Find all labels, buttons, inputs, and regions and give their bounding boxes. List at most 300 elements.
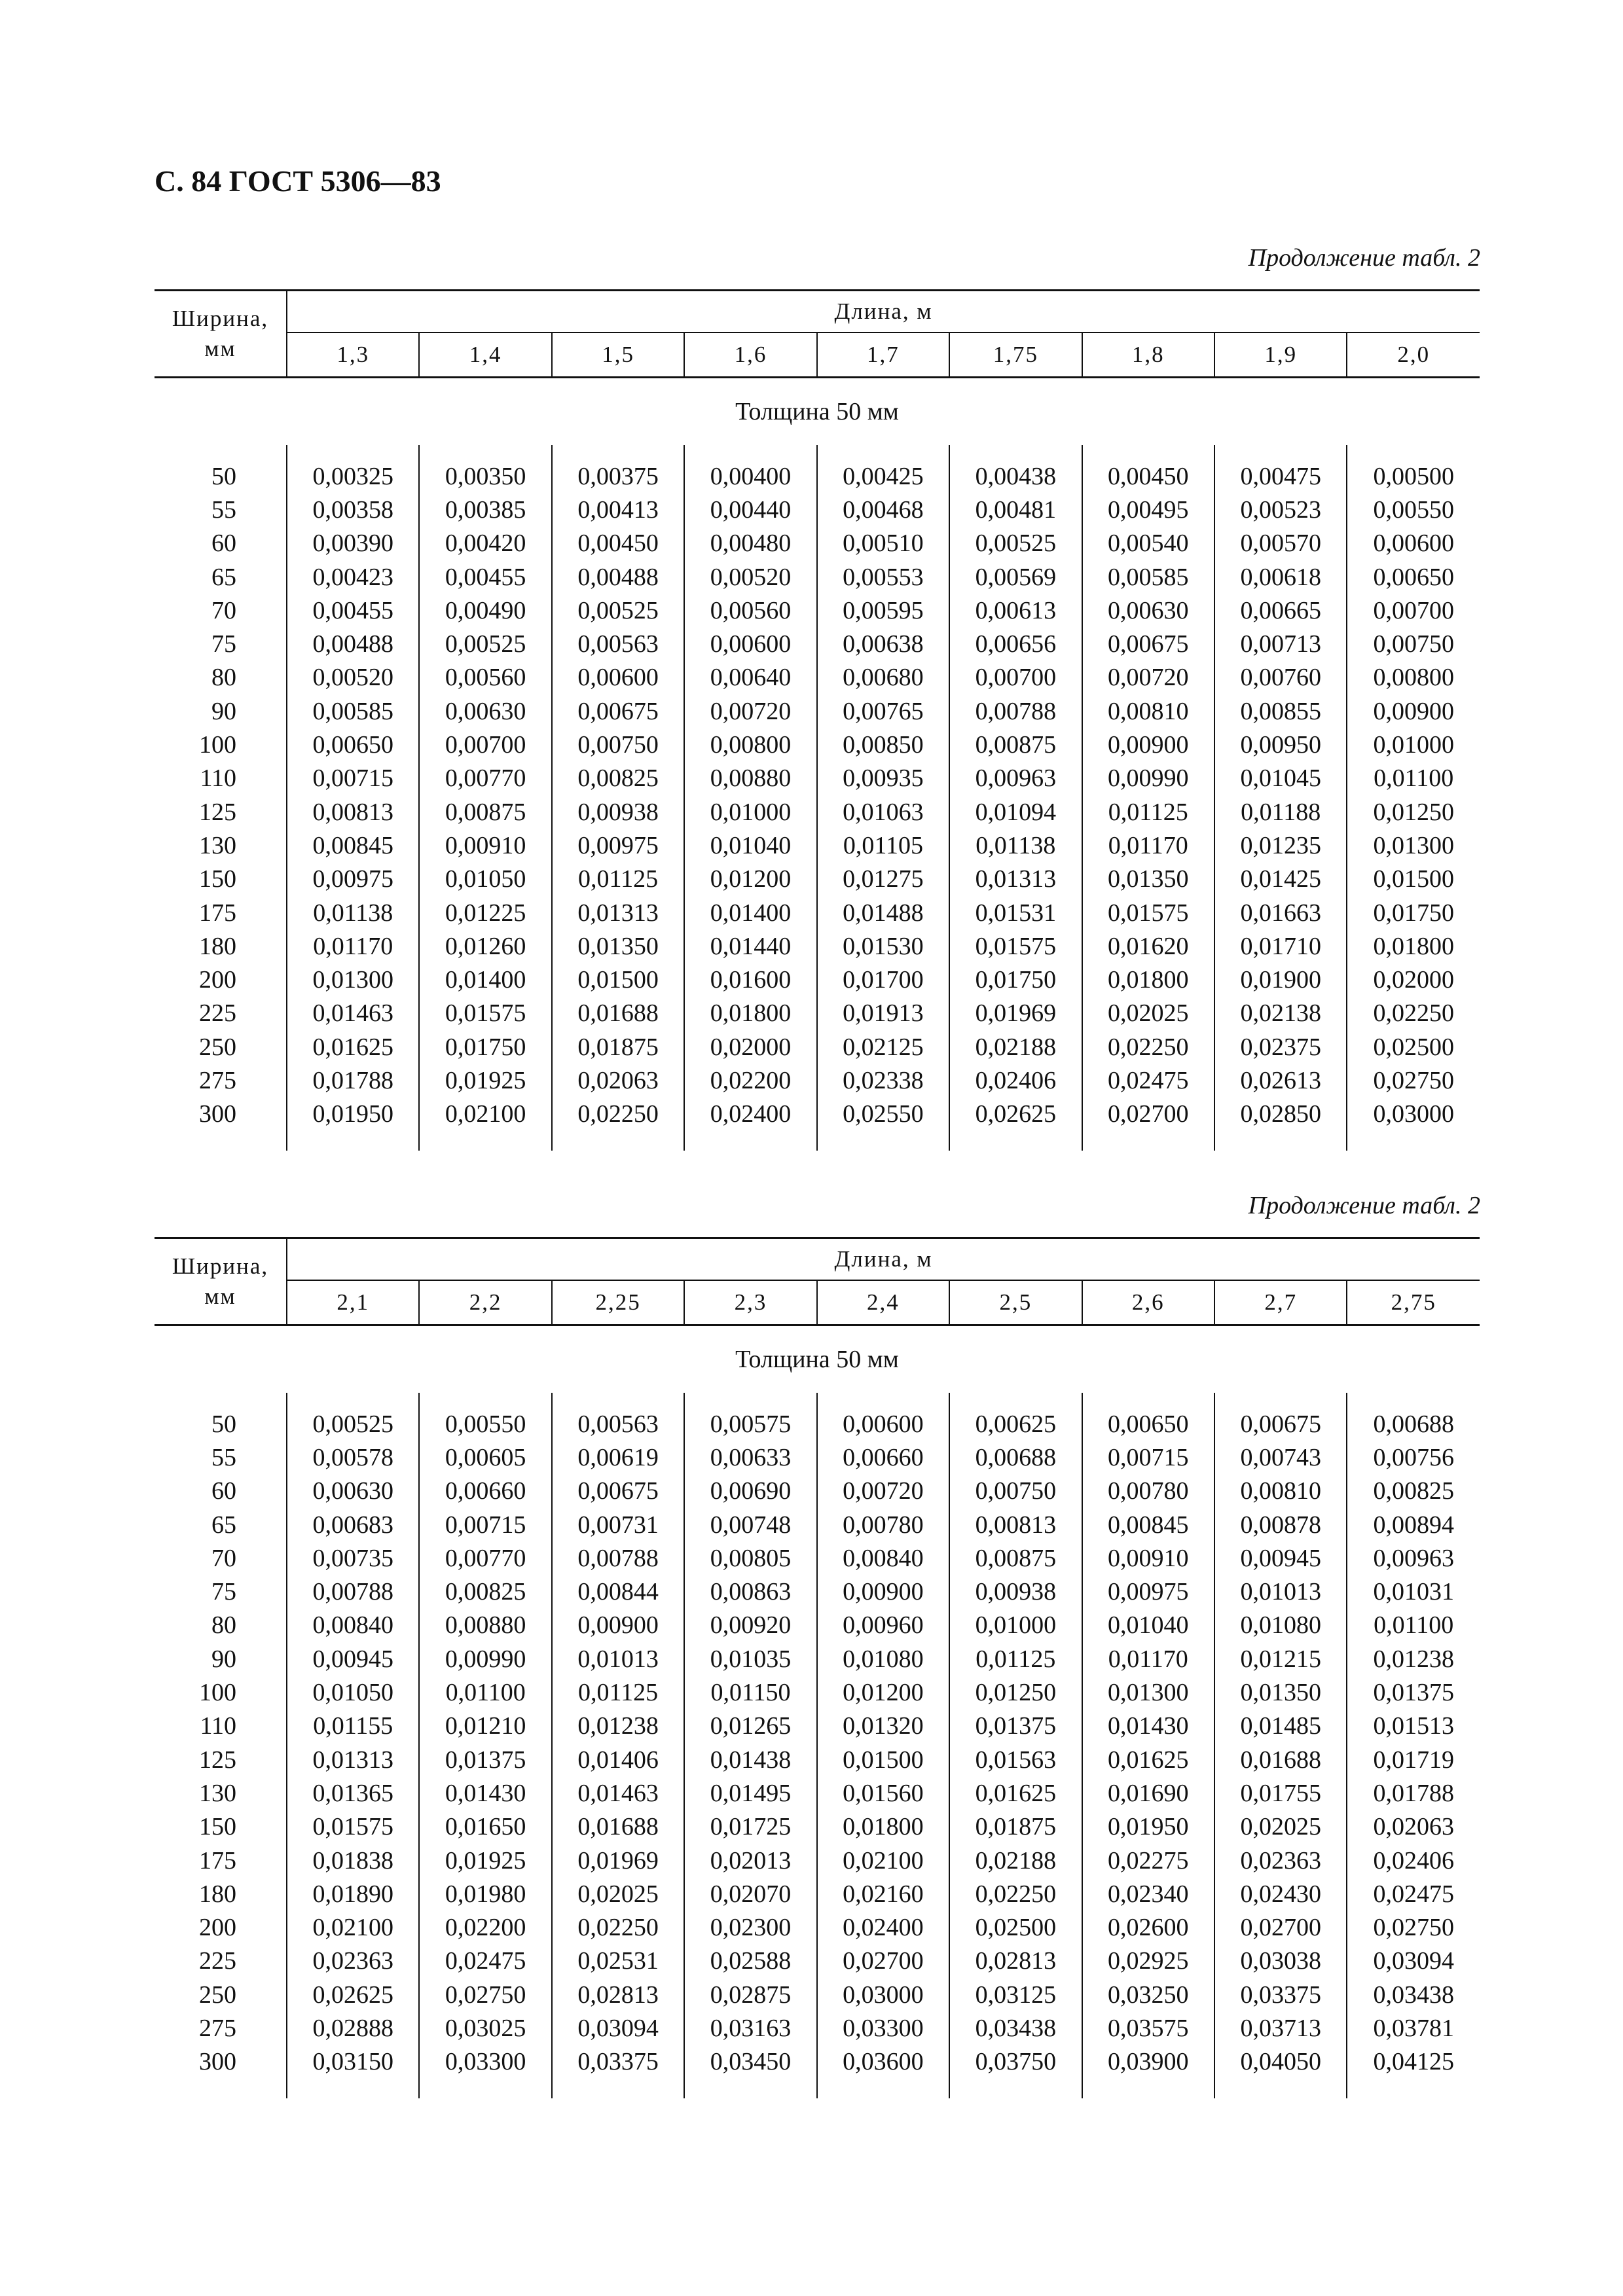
volume-cell: 0,03025 [419, 2011, 551, 2045]
volume-cell: 0,02700 [817, 1945, 949, 1978]
spacer-cell [1347, 1393, 1480, 1407]
volume-cell: 0,01688 [552, 997, 684, 1030]
volume-cell: 0,00475 [1214, 459, 1347, 493]
spacer-cell [287, 445, 419, 459]
volume-cell: 0,01350 [1082, 863, 1214, 896]
volume-cell: 0,00900 [1082, 728, 1214, 761]
volume-cell: 0,00910 [419, 829, 551, 862]
continuation-label-2: Продолжение табл. 2 [1248, 1192, 1480, 1219]
width-cell: 250 [199, 1981, 237, 2009]
table-row [155, 1609, 1480, 1642]
spacer-cell [552, 1393, 684, 1407]
volume-cell: 0,02188 [949, 1844, 1082, 1877]
volume-cell: 0,01125 [1082, 795, 1214, 829]
volume-cell: 0,01800 [684, 997, 816, 1030]
volume-cell: 0,00630 [1082, 594, 1214, 627]
volume-cell: 0,00950 [1214, 728, 1347, 761]
volume-cell: 0,01215 [1214, 1642, 1347, 1676]
volume-cell: 0,00600 [817, 1407, 949, 1441]
volume-cell: 0,01260 [419, 929, 551, 963]
volume-cell: 0,03150 [287, 2045, 419, 2079]
width-cell: 60 [211, 529, 237, 558]
spacer-cell [949, 1393, 1082, 1407]
table-row [155, 795, 1480, 829]
volume-cell: 0,00750 [1347, 627, 1480, 660]
volume-cell: 0,03163 [684, 2011, 816, 2045]
volume-cell: 0,01440 [684, 929, 816, 963]
table-row [155, 896, 1480, 929]
volume-cell: 0,00630 [287, 1475, 419, 1508]
spacer-cell [1082, 445, 1214, 459]
volume-cell: 0,00488 [552, 560, 684, 594]
volume-cell: 0,02100 [287, 1910, 419, 1944]
volume-cell: 0,00900 [817, 1575, 949, 1608]
volume-cell: 0,01031 [1347, 1575, 1480, 1608]
volume-cell: 0,00675 [1214, 1407, 1347, 1441]
volume-cell: 0,01125 [949, 1642, 1082, 1676]
volume-cell: 0,00358 [287, 493, 419, 526]
volume-cell: 0,00990 [419, 1642, 551, 1676]
volume-cell: 0,00780 [1082, 1475, 1214, 1508]
volume-cell: 0,01875 [552, 1030, 684, 1064]
spacer-row [155, 1131, 1480, 1151]
volume-cell: 0,00488 [287, 627, 419, 660]
spacer-cell [287, 2079, 419, 2098]
volume-cell: 0,01100 [1347, 762, 1480, 795]
volume-cell: 0,01350 [552, 929, 684, 963]
spacer-cell [419, 2079, 551, 2098]
width-cell: 55 [211, 495, 237, 524]
volume-cell: 0,00550 [419, 1407, 551, 1441]
volume-cell: 0,00688 [949, 1441, 1082, 1474]
spacer-cell [1214, 445, 1347, 459]
volume-cell: 0,00720 [1082, 661, 1214, 694]
volume-cell: 0,00770 [419, 1541, 551, 1575]
volume-cell: 0,03713 [1214, 2011, 1347, 2045]
volume-cell: 0,01788 [1347, 1776, 1480, 1810]
width-header [155, 291, 287, 378]
table-row [155, 1810, 1480, 1844]
volume-cell: 0,02888 [287, 2011, 419, 2045]
volume-cell: 0,00423 [287, 560, 419, 594]
length-values-row [155, 332, 1480, 378]
volume-cell: 0,01838 [287, 1844, 419, 1877]
volume-cell: 0,02138 [1214, 997, 1347, 1030]
volume-cell: 0,02750 [419, 1978, 551, 2011]
volume-cell: 0,00650 [1082, 1407, 1214, 1441]
volume-cell: 0,00813 [949, 1508, 1082, 1541]
volume-cell: 0,02250 [1082, 1030, 1214, 1064]
spacer-cell [1214, 1131, 1347, 1151]
volume-cell: 0,00525 [287, 1407, 419, 1441]
volume-cell: 0,00638 [817, 627, 949, 660]
volume-cell: 0,01100 [419, 1676, 551, 1709]
spacer-cell [155, 2079, 287, 2098]
volume-cell: 0,01425 [1214, 863, 1347, 896]
width-cell: 125 [199, 1746, 237, 1774]
volume-cell: 0,01725 [684, 1810, 816, 1844]
volume-cell: 0,01513 [1347, 1710, 1480, 1743]
volume-cell: 0,00700 [949, 661, 1082, 694]
spacer-cell [1082, 1393, 1214, 1407]
volume-cell: 0,01755 [1214, 1776, 1347, 1810]
volume-cell: 0,03094 [1347, 1945, 1480, 1978]
volume-cell: 0,00715 [419, 1508, 551, 1541]
length-column-header: 2,6 [1082, 1280, 1214, 1325]
volume-cell: 0,00575 [684, 1407, 816, 1441]
volume-cell: 0,02475 [419, 1945, 551, 1978]
table-row [155, 527, 1480, 560]
volume-cell: 0,01040 [1082, 1609, 1214, 1642]
volume-cell: 0,00880 [684, 762, 816, 795]
volume-cell: 0,01375 [949, 1710, 1082, 1743]
volume-cell: 0,03125 [949, 1978, 1082, 2011]
width-cell: 275 [199, 2014, 237, 2042]
volume-cell: 0,01950 [1082, 1810, 1214, 1844]
volume-cell: 0,00875 [419, 795, 551, 829]
page-header: С. 84 ГОСТ 5306—83 [155, 164, 441, 198]
length-column-header: 1,7 [817, 332, 949, 378]
volume-cell: 0,01575 [419, 997, 551, 1030]
spacer-cell [949, 2079, 1082, 2098]
volume-cell: 0,01950 [287, 1098, 419, 1131]
width-cell: 130 [199, 831, 237, 859]
table-row [155, 1877, 1480, 1910]
volume-cell: 0,00350 [419, 459, 551, 493]
spacer-cell [1214, 2079, 1347, 2098]
volume-cell: 0,02025 [552, 1877, 684, 1910]
volume-cell: 0,00585 [1082, 560, 1214, 594]
volume-cell: 0,03000 [817, 1978, 949, 2011]
volume-cell: 0,03038 [1214, 1945, 1347, 1978]
volume-cell: 0,01313 [949, 863, 1082, 896]
volume-cell: 0,00805 [684, 1541, 816, 1575]
table-row [155, 863, 1480, 896]
spacer-cell [552, 2079, 684, 2098]
volume-cell: 0,00700 [1347, 594, 1480, 627]
table-row [155, 1844, 1480, 1877]
width-cell: 70 [211, 1544, 237, 1572]
spacer-cell [287, 1131, 419, 1151]
volume-cell: 0,00990 [1082, 762, 1214, 795]
volume-cell: 0,01000 [1347, 728, 1480, 761]
table-row [155, 762, 1480, 795]
volume-cell: 0,01170 [1082, 1642, 1214, 1676]
volume-cell: 0,00720 [684, 694, 816, 728]
volume-cell: 0,00975 [1082, 1575, 1214, 1608]
table-row [155, 694, 1480, 728]
table-row [155, 1776, 1480, 1810]
volume-cell: 0,00680 [817, 661, 949, 694]
width-cell: 250 [199, 1033, 237, 1061]
volume-cell: 0,00500 [1347, 459, 1480, 493]
volume-cell: 0,00825 [419, 1575, 551, 1608]
volume-cell: 0,01463 [287, 997, 419, 1030]
width-cell: 75 [211, 1578, 237, 1606]
volume-cell: 0,01313 [287, 1743, 419, 1776]
volume-cell: 0,01035 [684, 1642, 816, 1676]
volume-cell: 0,02200 [684, 1064, 816, 1097]
volume-cell: 0,01688 [1214, 1743, 1347, 1776]
volume-cell: 0,00800 [684, 728, 816, 761]
volume-cell: 0,01300 [1082, 1676, 1214, 1709]
volume-cell: 0,00935 [817, 762, 949, 795]
volume-cell: 0,00650 [287, 728, 419, 761]
table-row [155, 2011, 1480, 2045]
volume-cell: 0,02063 [1347, 1810, 1480, 1844]
volume-cell: 0,02338 [817, 1064, 949, 1097]
width-cell: 200 [199, 1914, 237, 1942]
volume-cell: 0,00455 [419, 560, 551, 594]
volume-cell: 0,00400 [684, 459, 816, 493]
volume-cell: 0,00413 [552, 493, 684, 526]
volume-cell: 0,00438 [949, 459, 1082, 493]
volume-cell: 0,01495 [684, 1776, 816, 1810]
volume-cell: 0,01710 [1214, 929, 1347, 963]
volume-cell: 0,01575 [287, 1810, 419, 1844]
length-column-header: 1,8 [1082, 332, 1214, 378]
spacer-cell [684, 445, 816, 459]
volume-cell: 0,00780 [817, 1508, 949, 1541]
volume-cell: 0,00800 [1347, 661, 1480, 694]
spacer-cell [1347, 445, 1480, 459]
spacer-cell [155, 445, 287, 459]
spacer-cell [419, 445, 551, 459]
volume-cell: 0,01200 [684, 863, 816, 896]
volume-cell: 0,01650 [419, 1810, 551, 1844]
volume-cell: 0,03438 [1347, 1978, 1480, 2011]
width-cell: 100 [199, 1679, 237, 1707]
volume-cell: 0,00600 [552, 661, 684, 694]
header-row [155, 1238, 1480, 1281]
volume-cell: 0,00605 [419, 1441, 551, 1474]
table-row [155, 1475, 1480, 1508]
volume-cell: 0,02625 [287, 1978, 419, 2011]
volume-cell: 0,01563 [949, 1743, 1082, 1776]
volume-cell: 0,00880 [419, 1609, 551, 1642]
volume-cell: 0,00490 [419, 594, 551, 627]
volume-cell: 0,01100 [1347, 1609, 1480, 1642]
width-cell: 300 [199, 2048, 237, 2076]
width-cell: 175 [199, 899, 237, 927]
volume-cell: 0,02300 [684, 1910, 816, 1944]
volume-cell: 0,02500 [1347, 1030, 1480, 1064]
volume-cell: 0,01560 [817, 1776, 949, 1810]
table-row [155, 1910, 1480, 1944]
volume-cell: 0,00731 [552, 1508, 684, 1541]
volume-cell: 0,00600 [1347, 527, 1480, 560]
volume-cell: 0,01430 [1082, 1710, 1214, 1743]
volume-cell: 0,01690 [1082, 1776, 1214, 1810]
table-row [155, 1064, 1480, 1097]
volume-cell: 0,00850 [817, 728, 949, 761]
volume-cell: 0,04125 [1347, 2045, 1480, 2079]
width-cell: 180 [199, 1880, 237, 1908]
volume-cell: 0,00600 [684, 627, 816, 660]
width-cell: 60 [211, 1477, 237, 1505]
width-cell: 110 [200, 1712, 237, 1740]
spacer-cell [817, 445, 949, 459]
volume-cell: 0,02613 [1214, 1064, 1347, 1097]
volume-cell: 0,01400 [684, 896, 816, 929]
volume-cell: 0,00700 [419, 728, 551, 761]
spacer-cell [684, 1131, 816, 1151]
width-cell: 225 [199, 999, 237, 1028]
volume-cell: 0,01050 [287, 1676, 419, 1709]
thickness-section-title: Толщина 50 мм [735, 398, 899, 425]
volume-cell: 0,02600 [1082, 1910, 1214, 1944]
volume-cell: 0,01225 [419, 896, 551, 929]
volume-cell: 0,00920 [684, 1609, 816, 1642]
volume-cell: 0,02375 [1214, 1030, 1347, 1064]
volume-cell: 0,00715 [287, 762, 419, 795]
table-row [155, 2045, 1480, 2079]
volume-cell: 0,03900 [1082, 2045, 1214, 2079]
table-row [155, 1441, 1480, 1474]
volume-cell: 0,02850 [1214, 1098, 1347, 1131]
spacer-row [155, 1393, 1480, 1407]
table-row [155, 1743, 1480, 1776]
volume-cell: 0,00569 [949, 560, 1082, 594]
volume-cell: 0,01688 [552, 1810, 684, 1844]
volume-cell: 0,03250 [1082, 1978, 1214, 2011]
volume-cell: 0,01575 [949, 929, 1082, 963]
volume-cell: 0,02250 [552, 1910, 684, 1944]
width-header-line1: Ширина, [172, 306, 269, 331]
width-cell: 90 [211, 1645, 237, 1673]
volume-cell: 0,01700 [817, 963, 949, 996]
volume-cell: 0,01320 [817, 1710, 949, 1743]
length-column-header: 1,6 [684, 332, 816, 378]
width-cell: 225 [199, 1947, 237, 1975]
spacer-cell [419, 1131, 551, 1151]
volume-cell: 0,01406 [552, 1743, 684, 1776]
volume-cell: 0,00630 [419, 694, 551, 728]
volume-cell: 0,02813 [949, 1945, 1082, 1978]
volume-cell: 0,00683 [287, 1508, 419, 1541]
volume-cell: 0,00688 [1347, 1407, 1480, 1441]
length-column-header: 2,4 [817, 1280, 949, 1325]
volume-cell: 0,03000 [1347, 1098, 1480, 1131]
volume-cell: 0,01375 [419, 1743, 551, 1776]
volume-cell: 0,01013 [1214, 1575, 1347, 1608]
volume-cell: 0,01800 [817, 1810, 949, 1844]
length-column-header: 2,0 [1347, 332, 1480, 378]
length-column-header: 1,3 [287, 332, 419, 378]
volume-cell: 0,01170 [1082, 829, 1214, 862]
spacer-row [155, 2079, 1480, 2098]
volume-cell: 0,00845 [1082, 1508, 1214, 1541]
table-row [155, 1945, 1480, 1978]
volume-cell: 0,00960 [817, 1609, 949, 1642]
volume-cell: 0,02125 [817, 1030, 949, 1064]
volume-cell: 0,00945 [1214, 1541, 1347, 1575]
volume-cell: 0,00750 [552, 728, 684, 761]
volume-cell: 0,02925 [1082, 1945, 1214, 1978]
volume-cell: 0,01500 [1347, 863, 1480, 896]
volume-cell: 0,00450 [552, 527, 684, 560]
volume-cell: 0,02400 [817, 1910, 949, 1944]
spacer-cell [419, 1393, 551, 1407]
volume-cell: 0,00455 [287, 594, 419, 627]
volume-cell: 0,02475 [1347, 1877, 1480, 1910]
width-cell: 200 [199, 966, 237, 994]
width-header [155, 1238, 287, 1325]
width-cell: 70 [211, 596, 237, 624]
length-column-header: 1,75 [949, 332, 1082, 378]
width-cell: 150 [199, 1813, 237, 1841]
volume-cell: 0,00975 [287, 863, 419, 896]
width-cell: 75 [211, 630, 237, 658]
width-header-line2: мм [204, 336, 236, 361]
volume-cell: 0,01500 [552, 963, 684, 996]
volume-cell: 0,02363 [1214, 1844, 1347, 1877]
width-cell: 110 [200, 764, 237, 793]
volume-cell: 0,02070 [684, 1877, 816, 1910]
volume-cell: 0,00450 [1082, 459, 1214, 493]
volume-cell: 0,01080 [817, 1642, 949, 1676]
volume-cell: 0,02063 [552, 1064, 684, 1097]
volume-cell: 0,00788 [949, 694, 1082, 728]
volume-cell: 0,01500 [817, 1743, 949, 1776]
volume-cell: 0,02000 [684, 1030, 816, 1064]
volume-cell: 0,03094 [552, 2011, 684, 2045]
volume-cell: 0,00975 [552, 829, 684, 862]
volume-cell: 0,01430 [419, 1776, 551, 1810]
volume-cell: 0,01531 [949, 896, 1082, 929]
table-row [155, 1541, 1480, 1575]
volume-cell: 0,01170 [287, 929, 419, 963]
volume-cell: 0,03575 [1082, 2011, 1214, 2045]
width-cell: 180 [199, 932, 237, 960]
volume-cell: 0,00553 [817, 560, 949, 594]
volume-cell: 0,01800 [1082, 963, 1214, 996]
volume-cell: 0,00375 [552, 459, 684, 493]
spacer-cell [817, 1393, 949, 1407]
section-row [155, 378, 1480, 446]
length-column-header: 2,25 [552, 1280, 684, 1325]
length-column-header: 2,75 [1347, 1280, 1480, 1325]
volume-cell: 0,01150 [684, 1676, 816, 1709]
volume-cell: 0,00963 [1347, 1541, 1480, 1575]
volume-cell: 0,00618 [1214, 560, 1347, 594]
volume-cell: 0,03750 [949, 2045, 1082, 2079]
volume-cell: 0,01375 [1347, 1676, 1480, 1709]
volume-cell: 0,03375 [552, 2045, 684, 2079]
volume-cell: 0,01000 [949, 1609, 1082, 1642]
volume-cell: 0,00720 [817, 1475, 949, 1508]
volume-cell: 0,01155 [287, 1710, 419, 1743]
volume-cell: 0,00480 [684, 527, 816, 560]
volume-cell: 0,01045 [1214, 762, 1347, 795]
spacer-cell [1347, 2079, 1480, 2098]
volume-cell: 0,01313 [552, 896, 684, 929]
header-row [155, 291, 1480, 333]
spacer-cell [1082, 1131, 1214, 1151]
volume-cell: 0,01040 [684, 829, 816, 862]
volume-cell: 0,01600 [684, 963, 816, 996]
volume-cell: 0,01235 [1214, 829, 1347, 862]
volume-cell: 0,00665 [1214, 594, 1347, 627]
volume-cell: 0,00613 [949, 594, 1082, 627]
width-cell: 100 [199, 731, 237, 759]
volume-cell: 0,01969 [949, 997, 1082, 1030]
volume-cell: 0,04050 [1214, 2045, 1347, 2079]
table-row [155, 1508, 1480, 1541]
volume-cell: 0,03438 [949, 2011, 1082, 2045]
volume-cell: 0,02875 [684, 1978, 816, 2011]
volume-cell: 0,00595 [817, 594, 949, 627]
